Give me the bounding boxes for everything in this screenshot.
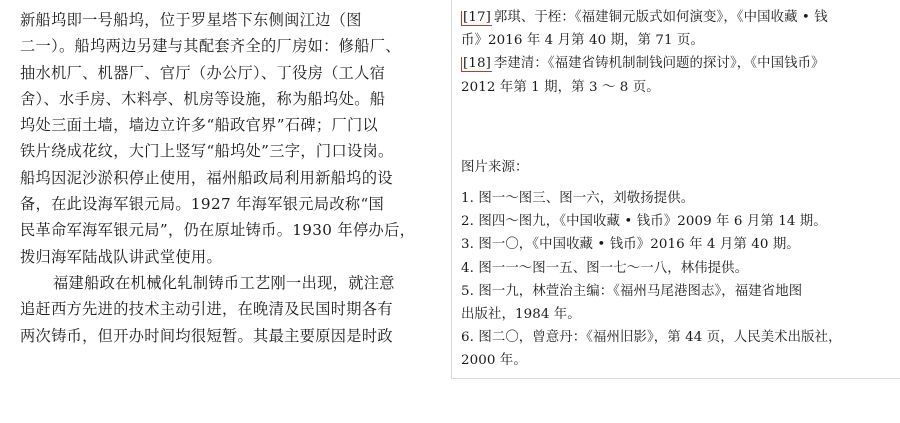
reference-text-continued: 2012 年第 1 期，第 3 ～ 8 页。 [461,79,660,95]
source-item-continued: 2000 年。 [461,353,527,369]
reference-17 [461,6,881,29]
reference-18 [461,52,881,75]
text-line: 追赶西方先进的技术主动引进，在晚清及民国时期各有 [20,300,393,319]
main-text-column [20,7,432,349]
source-item: 5. 图一九，林萱治主编：《福州马尾港图志》，福建省地图 [461,283,803,299]
text-line: 两次铸币，但开办时间均很短暂。其最主要原因是时政 [20,326,393,345]
sources-heading: 图片来源： [461,159,529,175]
text-line: 备，在此设海军银元局。1927 年海军银元局改称“国 [20,195,385,214]
text-line: 民革命军海军银元局”，仍在原址铸币。1930 年停办后， [20,221,416,240]
reference-number[interactable]: [17] [463,10,491,25]
source-item: 4. 图一一～图一五、图一七～一八，林伟提供。 [461,260,749,276]
text-line: 船坞因泥沙淤积停止使用，福州船政局利用新船坞的设 [20,168,393,187]
reference-text: 郭琪、于桎：《福建铜元版式如何演变》，《中国收藏 • 钱 [493,10,828,25]
text-line: 坞处三面土墙，墙边立许多“船政官界”石碑；厂门以 [20,116,379,135]
column-divider [451,0,452,378]
source-item: 1. 图一～图三、图一六，刘敬扬提供。 [461,190,695,206]
reference-number[interactable]: [18] [463,56,491,72]
paragraph-first-line: 福建船政在机械化轧制铸币工艺刚一出现，就注意 [53,273,395,292]
reference-text-continued: 币》2016 年 4 月第 40 期，第 71 页。 [461,33,704,49]
source-item: 2. 图四～图九，《中国收藏 • 钱币》2009 年 6 月第 14 期。 [461,214,827,230]
text-line: 舍）、水手房、木料亭、机房等设施，称为船坞处。船 [20,89,386,108]
text-line: 新船坞即一号船坞，位于罗星塔下东侧闽江边（图 [20,11,362,29]
spacer [461,179,881,187]
source-item: 3. 图一〇，《中国收藏 • 钱币》2016 年 4 月第 40 期。 [461,237,800,253]
text-line: 抽水机厂、机器厂、官厅（办公厅）、丁役房（工人宿 [20,63,386,82]
text-line: 拨归海军陆战队讲武堂使用。 [20,247,222,266]
source-item-continued: 出版社，1984 年。 [461,306,581,322]
text-line: 二一）。船坞两边另建与其配套齐全的厂房如：修船厂、 [20,37,401,56]
notes-column [461,6,881,372]
source-item: 6. 图二〇，曾意丹：《福州旧影》，第 44 页，人民美术出版社， [461,330,842,346]
text-line: 铁片绕成花纹，大门上竖写“船坞处”三字，门口设岗。 [20,142,394,161]
reference-text: 李建清：《福建省铸机制制钱问题的探讨》，《中国钱币》 [493,56,825,72]
footer-rule [451,378,900,379]
spacer [461,99,881,156]
